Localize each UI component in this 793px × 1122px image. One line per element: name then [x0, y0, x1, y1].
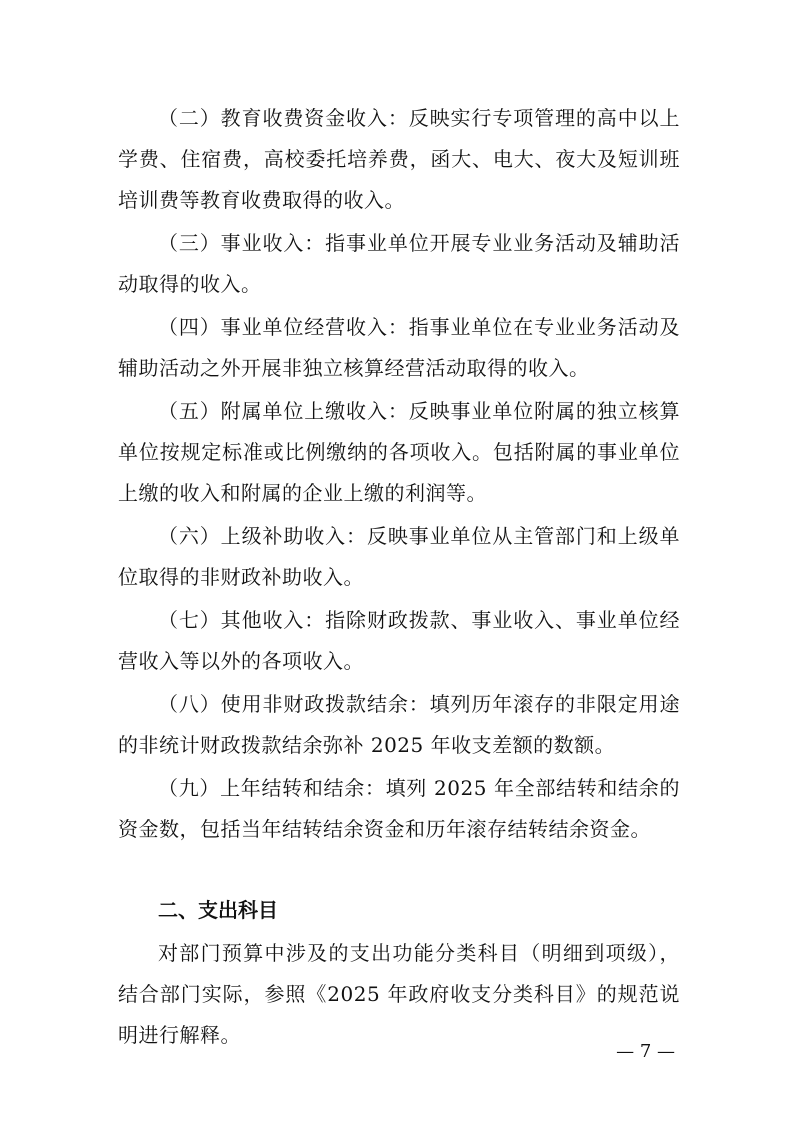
paragraph-expenditure-explanation: 对部门预算中涉及的支出功能分类科目（明细到项级），结合部门实际，参照《2025 年政府收支分类科目》的规范说明进行解释。 [118, 941, 680, 1047]
section-heading-expenditure: 二、支出科目 [158, 898, 278, 922]
paragraph-other-income: （七）其他收入：指除财政拨款、事业收入、事业单位经营收入等以外的各项收入。 [118, 608, 680, 673]
paragraph-affiliate-remittance: （五）附属单位上缴收入：反映事业单位附属的独立核算单位按规定标准或比例缴纳的各项收入。包括附属的事业单位上缴的收入和附属的企业上缴的利润等。 [118, 399, 680, 505]
paragraph-superior-subsidy: （六）上级补助收入：反映事业单位从主管部门和上级单位取得的非财政补助收入。 [118, 524, 680, 589]
paragraph-education-fee-income: （二）教育收费资金收入：反映实行专项管理的高中以上学费、住宿费，高校委托培养费，函大、电大、夜大及短训班培训费等教育收费取得的收入。 [118, 106, 680, 212]
paragraph-operating-income: （四）事业单位经营收入：指事业单位在专业业务活动及辅助活动之外开展非独立核算经营活动取得的收入。 [118, 315, 680, 380]
paragraph-non-fiscal-surplus: （八）使用非财政拨款结余：填列历年滚存的非限定用途的非统计财政拨款结余弥补 2025 年收支差额的数额。 [118, 692, 680, 757]
paragraph-carryover-surplus: （九）上年结转和结余：填列 2025 年全部结转和结余的资金数，包括当年结转结余资金和历年滚存结转结余资金。 [118, 776, 680, 841]
page-content [118, 98, 680, 1056]
page-number: — 7 — [616, 1041, 675, 1062]
paragraph-business-income: （三）事业收入：指事业单位开展专业业务活动及辅助活动取得的收入。 [118, 231, 680, 296]
